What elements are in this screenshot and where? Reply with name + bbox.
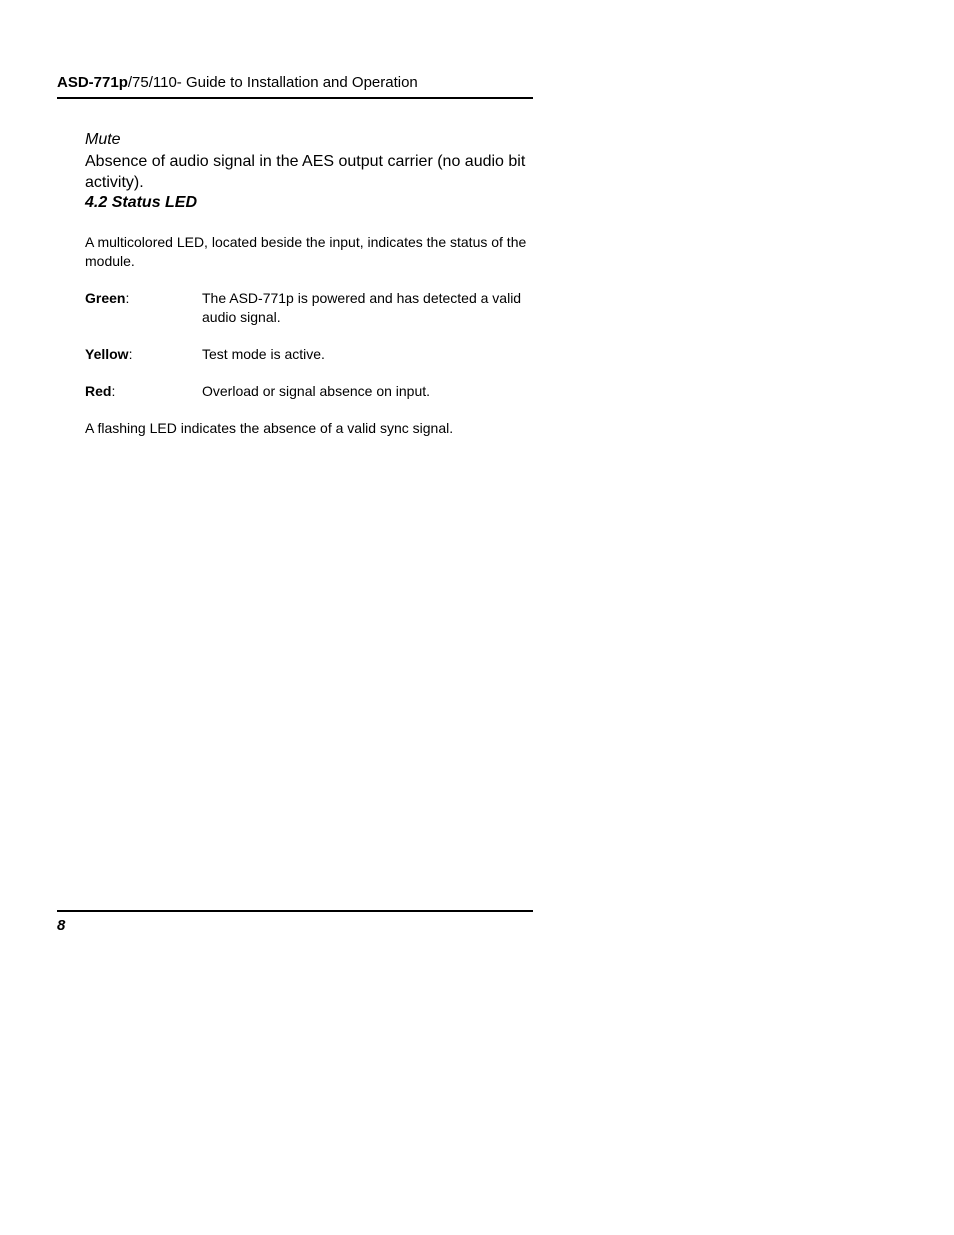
- led-state-term: Red:: [85, 383, 116, 399]
- mute-title: Mute: [85, 131, 121, 148]
- led-state-item: [85, 382, 533, 401]
- led-state-description: Overload or signal absence on input.: [202, 383, 431, 399]
- led-state-description: Test mode is active.: [202, 346, 325, 362]
- header-model: ASD-771p: [57, 74, 128, 91]
- led-state-item: [85, 289, 533, 327]
- led-state-term: Yellow:: [85, 346, 133, 362]
- led-state-description: The ASD-771p is powered and has detected a valid audio signal.: [202, 290, 522, 325]
- footer-rule: [57, 910, 533, 912]
- running-header: [57, 73, 418, 93]
- header-rule: [57, 97, 533, 99]
- page-content: [85, 130, 533, 438]
- header-title: /75/110- Guide to Installation and Operation: [127, 74, 418, 91]
- mute-description: Absence of audio signal in the AES output carrier (no audio bit activity).: [85, 153, 526, 191]
- page-number: 8: [57, 917, 66, 934]
- section-intro: A multicolored LED, located beside the input, indicates the status of the module.: [85, 234, 527, 269]
- led-state-list: [85, 289, 533, 401]
- flashing-led-note: A flashing LED indicates the absence of a valid sync signal.: [85, 420, 454, 436]
- section-heading: 4.2 Status LED: [85, 194, 198, 211]
- led-state-item: [85, 345, 533, 364]
- led-state-name: Yellow: [85, 346, 129, 362]
- led-state-name: Green: [85, 290, 126, 306]
- led-state-term: Green:: [85, 290, 130, 306]
- led-state-name: Red: [85, 383, 112, 399]
